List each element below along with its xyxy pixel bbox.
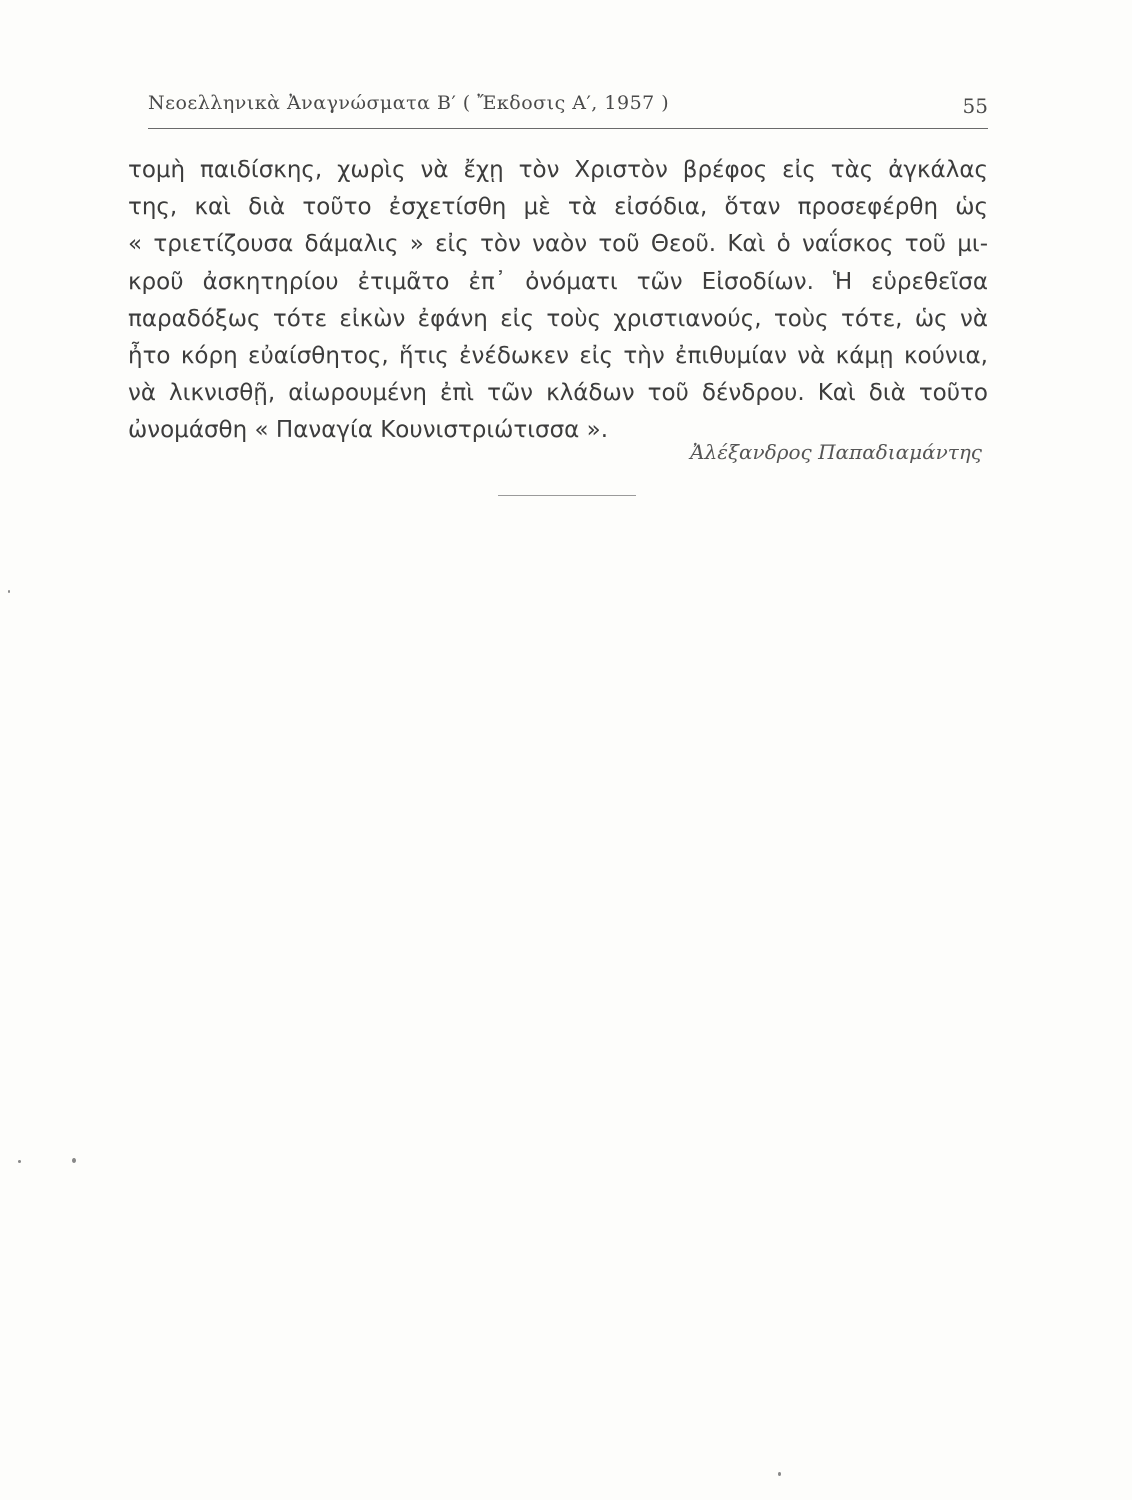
body-paragraph	[128, 152, 988, 450]
section-end-rule	[498, 495, 636, 496]
book-title: Νεοελληνικὰ Ἀναγνώσματα Β′ ( Ἔκδοσις Α′, 1957 )	[148, 92, 670, 114]
text-line: ὠνομάσθη « Παναγία Κουνιστριώτισσα ».	[128, 417, 609, 444]
paper-speck	[18, 1160, 21, 1163]
author-attribution: Ἀλέξανδρος Παπαδιαμάντης	[690, 440, 982, 464]
paper-speck	[778, 1472, 781, 1476]
text-line: ἦτο κόρη εὐαίσθητος, ἥτις ἐνέδωκεν εἰς τὴν ἐπιθυμίαν νὰ κάμῃ κούνια,	[128, 342, 988, 369]
page-number: 55	[962, 94, 988, 118]
text-line: παραδόξως τότε εἰκὼν ἐφάνη εἰς τοὺς χριστιανούς, τοὺς τότε, ὡς νὰ	[128, 305, 988, 332]
text-line: νὰ λικνισθῇ, αἰωρουμένη ἐπὶ τῶν κλάδων τοῦ δένδρου. Καὶ διὰ τοῦτο	[128, 380, 988, 407]
text-line: της, καὶ διὰ τοῦτο ἐσχετίσθη μὲ τὰ εἰσόδια, ὅταν προσεφέρθη ὡς	[128, 194, 988, 221]
text-line: « τριετίζουσα δάμαλις » εἰς τὸν ναὸν τοῦ Θεοῦ. Καὶ ὁ ναΐσκος τοῦ μι-	[128, 231, 988, 258]
paper-speck	[8, 590, 10, 593]
text-line: κροῦ ἀσκητηρίου ἐτιμᾶτο ἐπ᾽ ὀνόματι τῶν Εἰσοδίων. Ἡ εὑρεθεῖσα	[128, 268, 988, 295]
paper-speck	[72, 1158, 76, 1163]
running-head	[148, 92, 988, 122]
text-line: τομὴ παιδίσκης, χωρὶς νὰ ἔχῃ τὸν Χριστὸν βρέφος εἰς τὰς ἀγκάλας	[128, 157, 988, 183]
header-rule	[148, 128, 988, 129]
